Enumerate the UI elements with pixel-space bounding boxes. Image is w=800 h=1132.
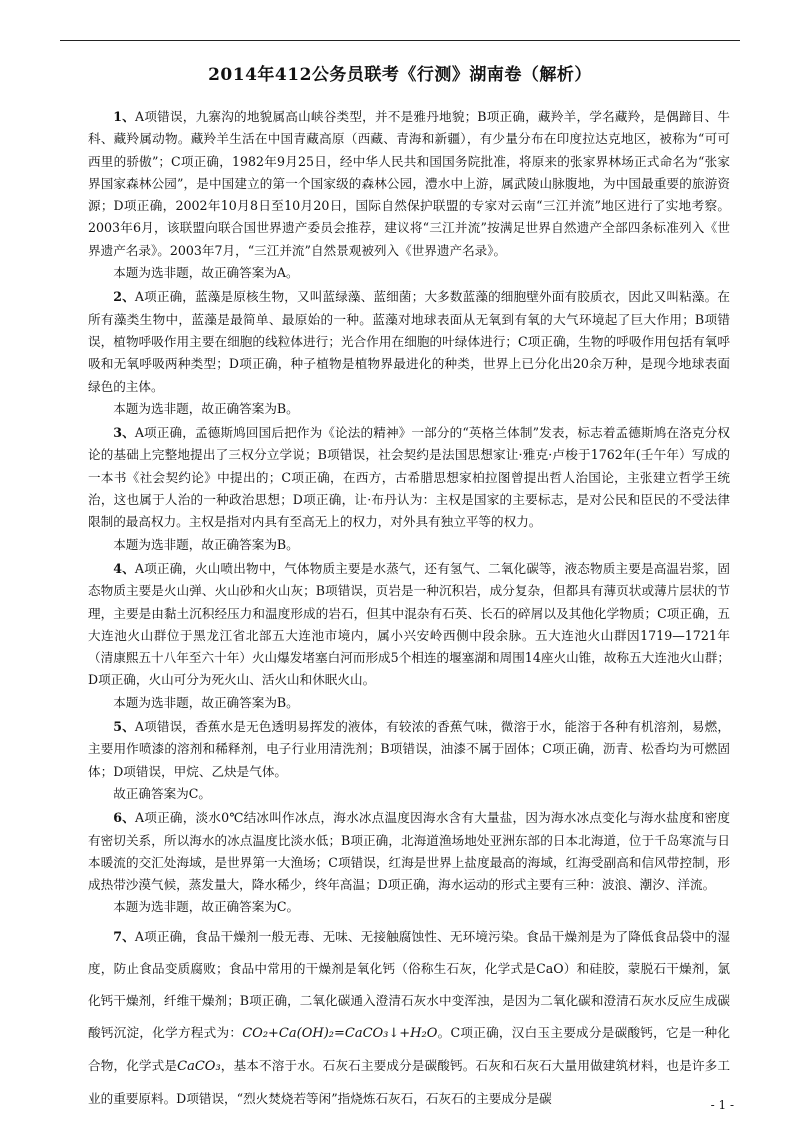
explanation-text: A项错误，九寨沟的地貌属高山峡谷类型，并不是雅丹地貌；B项正确，藏羚羊，学名藏羚，是偶蹄目、牛科、藏羚属动物。藏羚羊生活在中国青藏高原（西藏、青海和新疆），有少量分布在印度拉达克地区，被称为“可可西里的骄傲”；C项正确，1982年9月25日，经中华人民共和国国务院批准，将原来的张家界林场正式命名为“张家界国家森林公园”，是中国建立的第一个国家级的森林公园，澧水中上游，属武陵山脉腹地，为中国最重要的旅游资源；D项正确，2002年10月8日至10月20日，国际自然保护联盟的专家对云南“三江并流”地区进行了实地考察。2003年6月，该联盟向联合国世界遗产委员会推荐，建议将“三江并流”按满足世界自然遗产全部四条标准列入《世界遗产名录》。2003年7月，“三江并流”自然景观被列入《世界遗产名录》。 (88, 109, 731, 258)
answer-line: 本题为选非题，故正确答案为C。 (113, 899, 300, 915)
explanation-text: A项正确，淡水0℃结冰叫作冰点，海水冰点温度因海水含有大量盐，因为海水冰点变化与海水盐度和密度有密切关系，所以海水的冰点温度比淡水低；B项正确，北海道渔场地处亚洲东部的日本北海道，位于千岛寒流与日本暖流的交汇处海域，是世界第一大渔场；C项错误，红海是世界上盐度最高的海域，红海受副高和信风带控制，形成热带沙漠气候，蒸发量大，降水稀少，终年高温；D项正确，海水运动的形式主要有三种：波浪、潮汐、洋流。 (88, 810, 730, 893)
page-number: - 1 - (710, 1098, 734, 1112)
question-5 (88, 716, 730, 783)
explanation-text: 。C项正确，汉白玉主要成分是碳酸钙，它是一种化合物，化学式是 (88, 1024, 730, 1073)
question-number: 5、 (113, 719, 135, 735)
chemical-equation: CO₂+Ca(OH)₂=CaCO₃↓+H₂O (242, 1025, 438, 1041)
explanation-text: ，基本不溶于水。石灰石主要成分是碳酸钙。石灰和石灰石大量用做建筑材料，也是许多工业的重要原料。D项错误，“烈火焚烧若等闲”指烧炼石灰石，石灰石的主要成分是碳 (88, 1057, 731, 1106)
question-number: 6、 (113, 810, 135, 826)
question-3 (88, 422, 730, 533)
question-number: 1、 (113, 109, 135, 124)
answer-line: 本题为选非题，故正确答案为A。 (113, 265, 299, 281)
question-number: 3、 (113, 425, 135, 441)
question-number: 7、 (113, 928, 135, 944)
explanation-text: A项正确，食品干燥剂一般无毒、无味、无接触腐蚀性、无环境污染。食品干燥剂是为了降低食品袋中的湿度，防止食品变质腐败；食品中常用的干燥剂是氧化钙（俗称生石灰，化学式是CaO）和硅胶，蒙脱石干燥剂，氯化钙干燥剂，纤维干燥剂；B项正确，二氧化碳通入澄清石灰水中变浑浊，是因为二氧化碳和澄清石灰水反应生成碳酸钙沉淀，化学方程式为： (88, 928, 730, 1040)
explanation-text: A项正确，孟德斯鸠回国后把作为《论法的精神》一部分的“英格兰体制”发表，标志着孟德斯鸠在洛克分权论的基础上完整地提出了三权分立学说；B项错误，社会契约是法国思想家让·雅克·卢梭于1762年(壬午年）写成的一本书《社会契约论》中提出的；C项正确，在西方，古希腊思想家柏拉图曾提出哲人治国论，主张建立哲学王统治，这也属于人治的一种政治思想；D项正确，让·布丹认为：主权是国家的主要标志，是对公民和臣民的不受法律限制的最高权力。主权是指对内具有至高无上的权力，对外具有独立平等的权力。 (88, 425, 730, 530)
question-1 (88, 106, 730, 262)
question-6 (88, 807, 730, 896)
explanation-text: A项正确，火山喷出物中，气体物质主要是水蒸气，还有氢气、二氧化碳等，液态物质主要是高温岩浆，固态物质主要是火山弹、火山砂和火山灰；B项错误，页岩是一种沉积岩，成分复杂，但都具有薄页状或薄片层状的节理，主要是由黏土沉积经压力和温度形成的岩石，但其中混杂有石英、长石的碎屑以及其他化学物质；C项正确，五大连池火山群位于黑龙江省北部五大连池市境内，属小兴安岭西侧中段余脉。五大连池火山群因1719—1721年（清康熙五十八年至六十年）火山爆发堵塞白河而形成5个相连的堰塞湖和周围14座火山锥，故称五大连池火山群；D项正确，火山可分为死火山、活火山和休眠火山。 (88, 560, 730, 688)
question-4 (88, 558, 730, 692)
chemical-formula: CaCO₃ (177, 1058, 221, 1074)
document-body (88, 106, 730, 1115)
explanation-text: A项错误，香蕉水是无色透明易挥发的液体，有较浓的香蕉气味，微溶于水，能溶于各种有机溶剂，易燃，主要用作喷漆的溶剂和稀释剂，电子行业用清洗剂；B项错误，油漆不属于固体；C项正确，沥青、松香均为可燃固体；D项错误，甲烷、乙炔是气体。 (88, 719, 730, 779)
question-2 (88, 286, 730, 397)
answer-line: 故正确答案为C。 (113, 785, 211, 801)
page-title: 2014年412公务员联考《行测》湖南卷（解析） (208, 65, 592, 85)
answer-line: 本题为选非题，故正确答案为B。 (113, 400, 299, 416)
question-number: 2、 (113, 289, 135, 305)
answer-line: 本题为选非题，故正确答案为B。 (113, 536, 299, 552)
answer-line: 本题为选非题，故正确答案为B。 (113, 694, 299, 710)
header-rule (60, 40, 740, 41)
question-7 (88, 921, 730, 1115)
question-number: 4、 (113, 560, 135, 576)
explanation-text: A项正确，蓝藻是原核生物，又叫蓝绿藻、蓝细菌；大多数蓝藻的细胞壁外面有胶质衣，因此又叫粘藻。在所有藻类生物中，蓝藻是最简单、最原始的一种。蓝藻对地球表面从无氧到有氧的大气环境起了巨大作用；B项错误，植物呼吸作用主要在细胞的线粒体进行；光合作用在细胞的叶绿体进行；C项正确，生物的呼吸作用包括有氧呼吸和无氧呼吸两种类型；D项正确，种子植物是植物界最进化的种类，世界上已分化出20余万种，是现今地球表面绿色的主体。 (88, 289, 730, 394)
